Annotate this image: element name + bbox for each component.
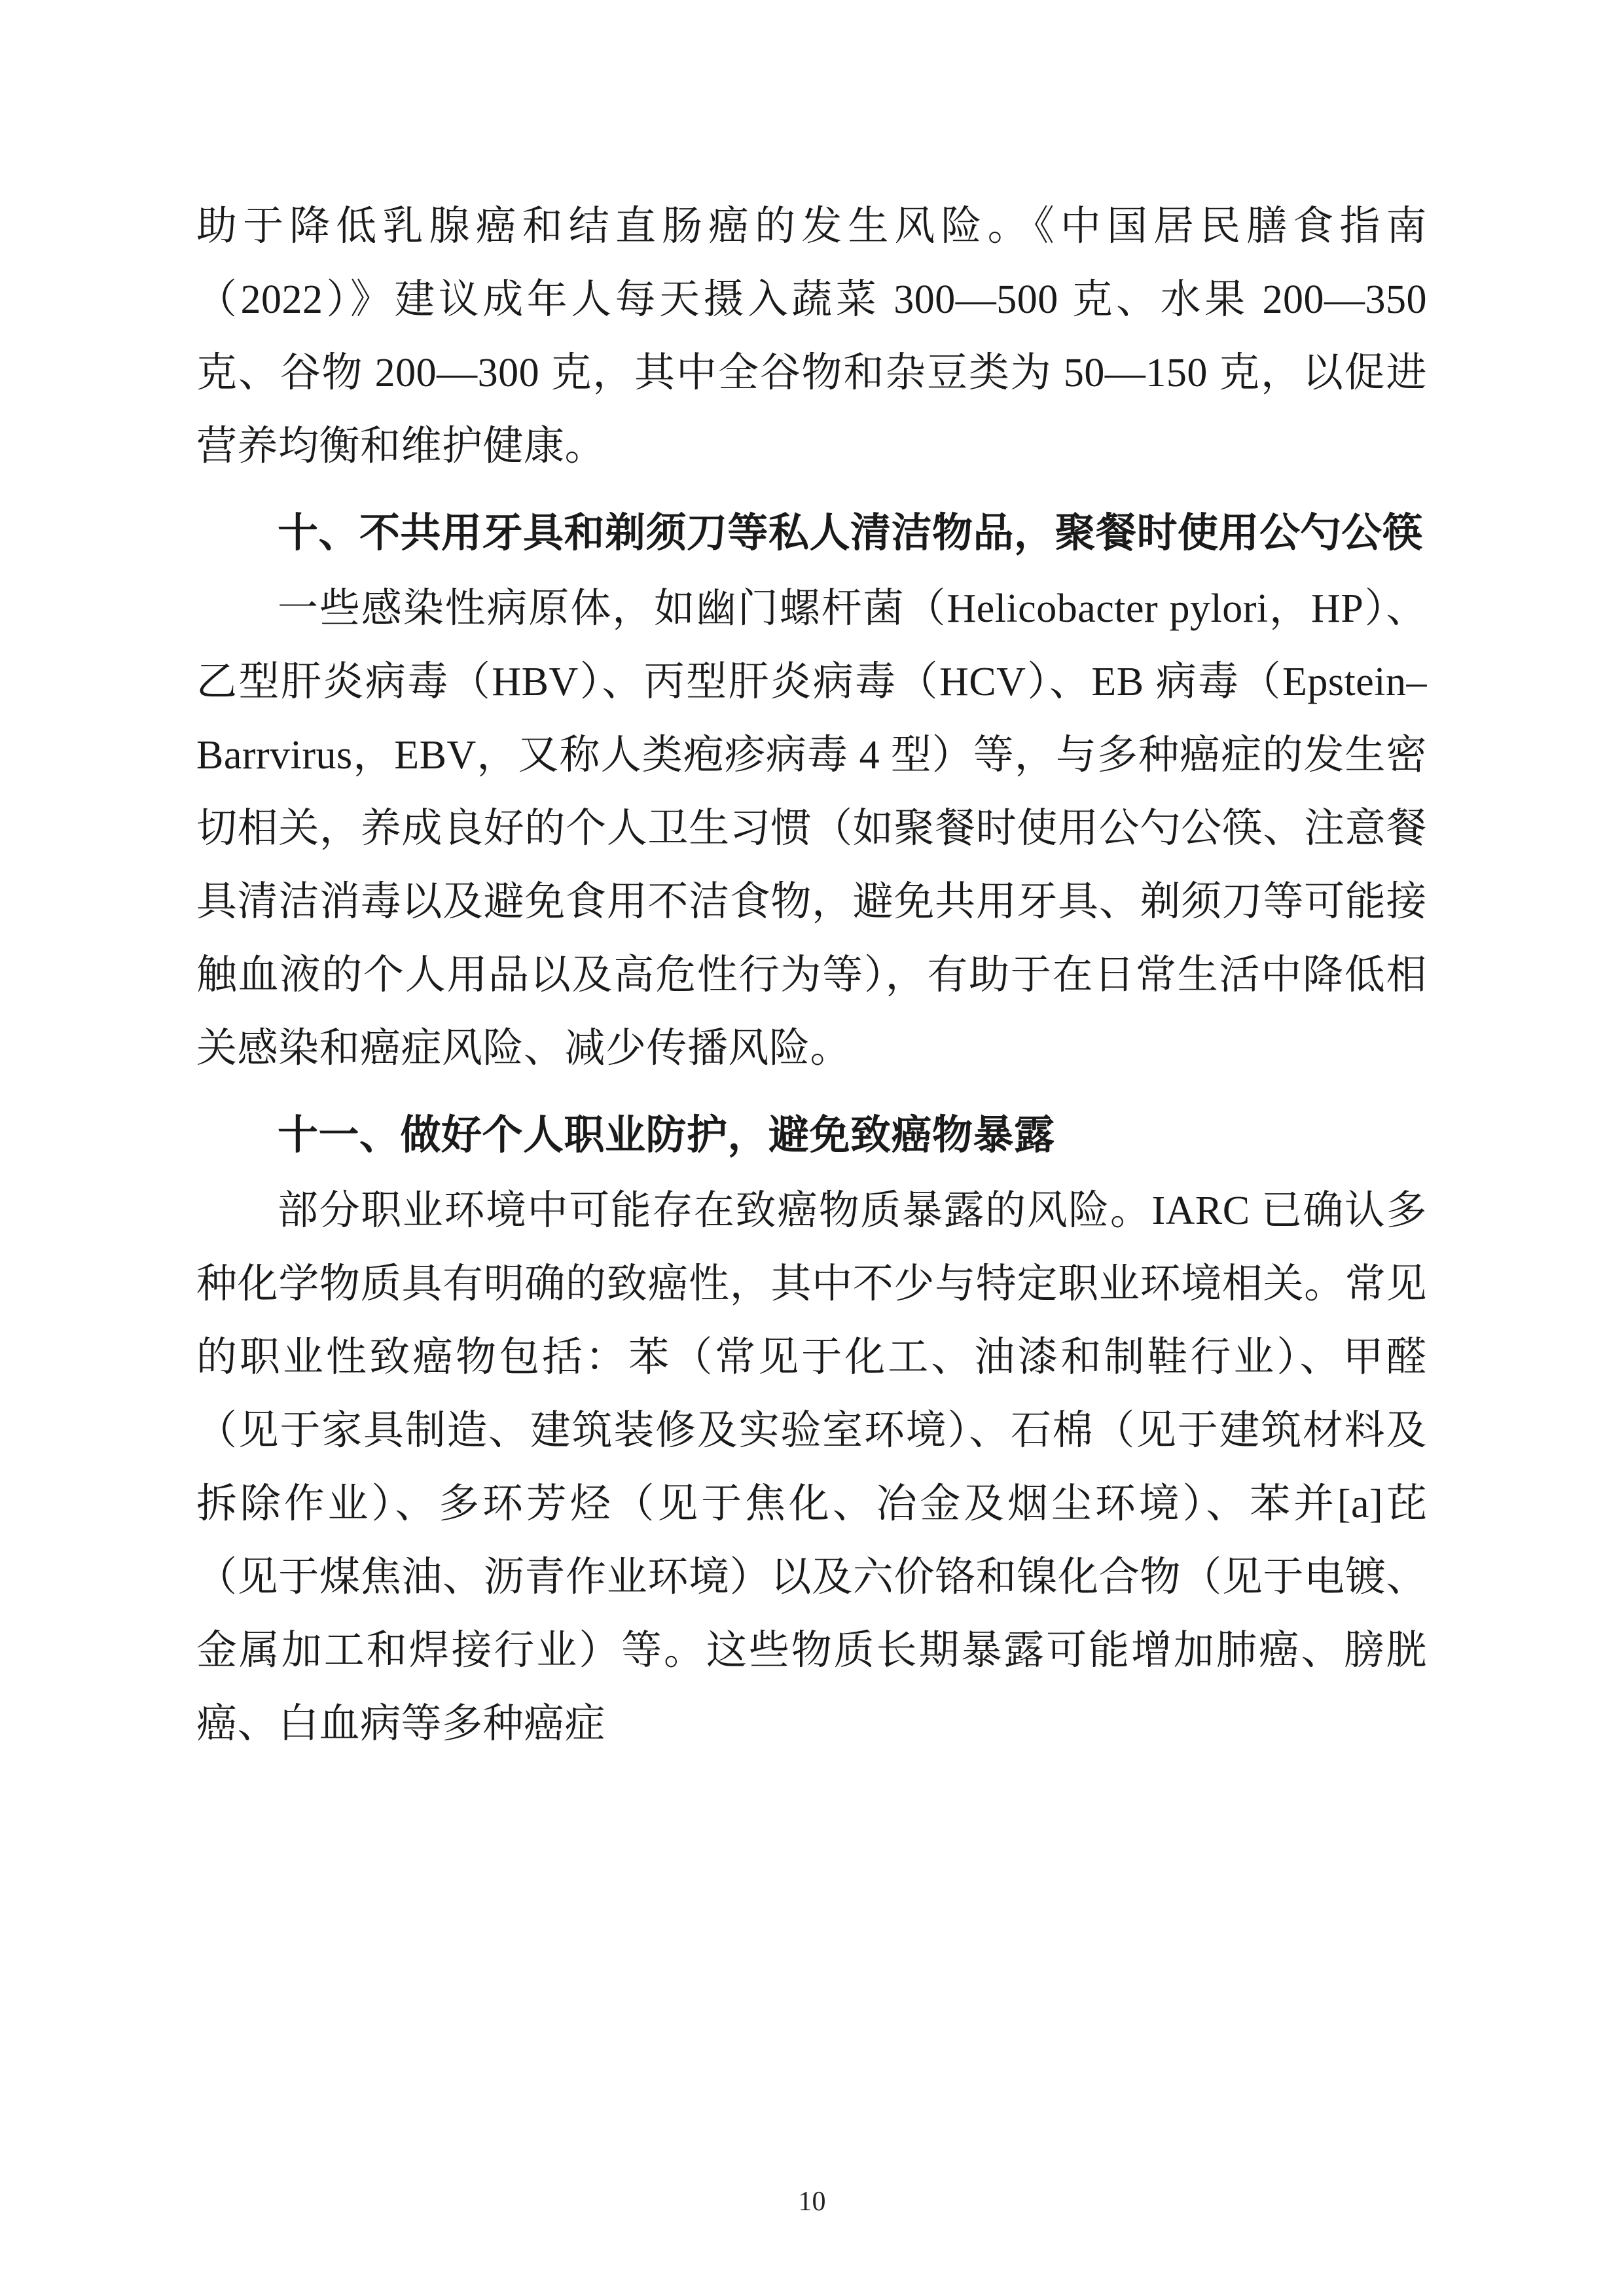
paragraph-hygiene: 一些感染性病原体，如幽门螺杆菌（Helicobacter pylori，HP）、乙型肝炎病毒（HBV）、丙型肝炎病毒（HCV）、EB 病毒（Epstein–Barrvirus，EBV，又称人类疱疹病毒 4 型）等，与多种癌症的发生密切相关，养成良好的个人卫生习惯（如聚餐时使用公勺公筷、注意餐具清洁消毒以及避免食用不洁食物，避免共用牙具、剃须刀等可能接触血液的个人用品以及高危性行为等），有助于在日常生活中降低相关感染和癌症风险、减少传播风险。 [196, 586, 1427, 1071]
section-heading-eleven: 十一、做好个人职业防护，避免致癌物暴露 [278, 1111, 1055, 1158]
document-body [196, 190, 1427, 1761]
spacer [196, 483, 1427, 487]
spacer [196, 1085, 1427, 1089]
paragraph-occupational: 部分职业环境中可能存在致癌物质暴露的风险。IARC 已确认多种化学物质具有明确的致癌性，其中不少与特定职业环境相关。常见的职业性致癌物包括：苯（常见于化工、油漆和制鞋行业）、甲醛（见于家具制造、建筑装修及实验室环境）、石棉（见于建筑材料及拆除作业）、多环芳烃（见于焦化、冶金及烟尘环境）、苯并[a]芘（见于煤焦油、沥青作业环境）以及六价铬和镍化合物（见于电镀、金属加工和焊接行业）等。这些物质长期暴露可能增加肺癌、膀胱癌、白血病等多种癌症 [196, 1189, 1427, 1746]
paragraph-continued-diet: 助于降低乳腺癌和结直肠癌的发生风险。《中国居民膳食指南（2022）》建议成年人每天摄入蔬菜 300—500 克、水果 200—350 克、谷物 200—300 克，其中全谷物和杂豆类为 50—150 克，以促进营养均衡和维护健康。 [196, 204, 1427, 469]
page-number: 10 [798, 2187, 826, 2217]
section-heading-ten: 十、不共用牙具和剃须刀等私人清洁物品，聚餐时使用公勺公筷 [278, 509, 1424, 556]
